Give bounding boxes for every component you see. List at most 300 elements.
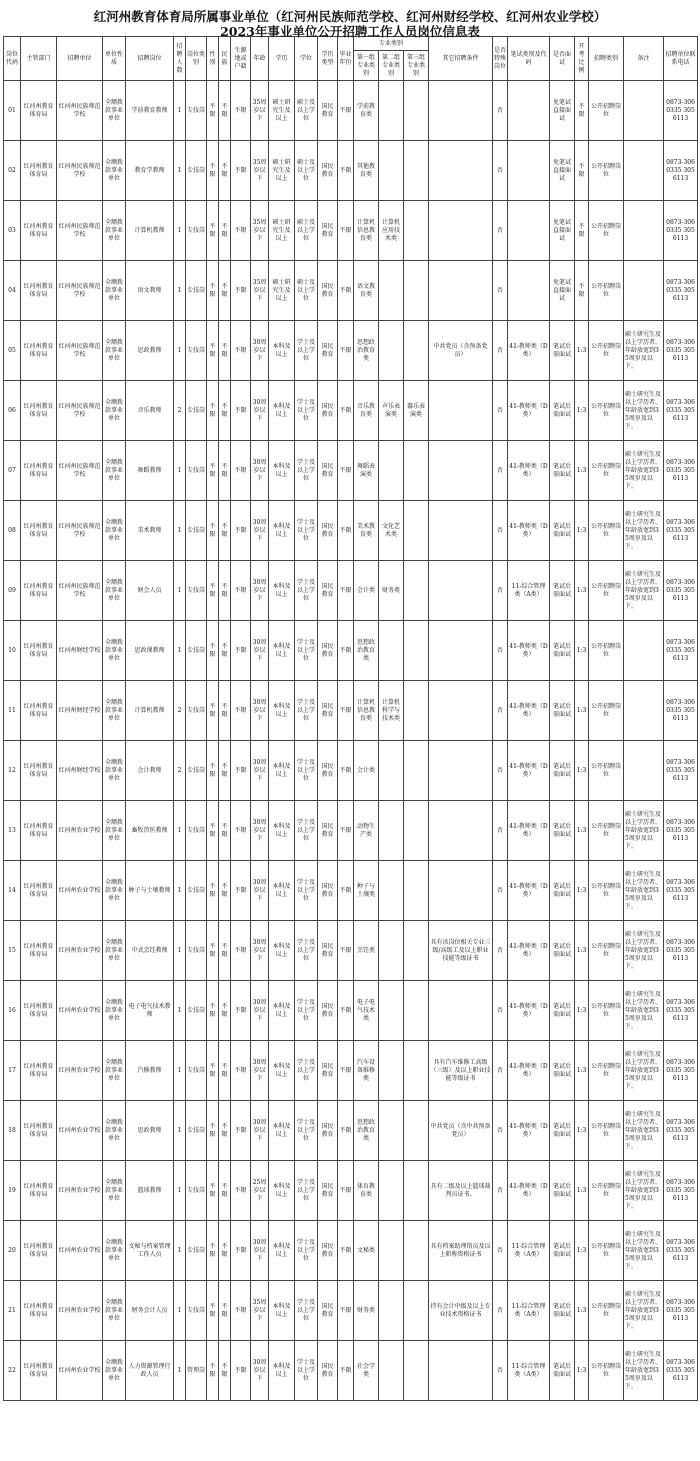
cell-post: 会计教师 xyxy=(126,741,174,801)
cell-edu-type: 国民教育 xyxy=(318,1281,338,1341)
header-special: 是否特殊岗位 xyxy=(493,37,508,81)
cell-origin: 不限 xyxy=(231,261,251,321)
cell-edu-type: 国民教育 xyxy=(318,81,338,141)
cell-other xyxy=(429,261,493,321)
cell-grad-year: 不限 xyxy=(338,501,354,561)
cell-degree: 学士及以上学位 xyxy=(295,1041,318,1101)
cell-dept: 红河州教育体育局 xyxy=(21,681,57,741)
header-unit: 招聘单位 xyxy=(57,37,103,81)
cell-dept: 红河州教育体育局 xyxy=(21,201,57,261)
cell-ratio: 不限 xyxy=(575,261,589,321)
cell-age: 30周岁以下 xyxy=(251,561,269,621)
cell-count: 1 xyxy=(174,801,186,861)
cell-interview: 免笔试直接面试 xyxy=(550,141,575,201)
cell-remark: 硕士研究生及以上学历者，年龄放宽到35周岁及以下。 xyxy=(624,561,664,621)
cell-edu-type: 国民教育 xyxy=(318,1101,338,1161)
cell-interview: 笔试后需面试 xyxy=(550,381,575,441)
cell-post: 教育学教师 xyxy=(126,141,174,201)
cell-grad-year: 不限 xyxy=(338,561,354,621)
cell-ethnic: 不限 xyxy=(219,561,231,621)
cell-code: 05 xyxy=(4,321,21,381)
cell-major2 xyxy=(379,141,404,201)
cell-nature: 全额拨款事业单位 xyxy=(103,261,126,321)
cell-unit: 红河州财经学校 xyxy=(57,741,103,801)
cell-remark: 硕士研究生及以上学历者，年龄放宽到35周岁及以下。 xyxy=(624,1101,664,1161)
cell-origin: 不限 xyxy=(231,1101,251,1161)
cell-remark: 硕士研究生及以上学历者，年龄放宽到35周岁及以下。 xyxy=(624,381,664,441)
cell-unit: 红河州民族师范学校 xyxy=(57,81,103,141)
cell-major3 xyxy=(404,1221,429,1281)
cell-remark xyxy=(624,201,664,261)
cell-contact: 0873-3060335 3056113 xyxy=(664,141,698,201)
cell-code: 11 xyxy=(4,681,21,741)
table-row xyxy=(4,621,698,681)
table-row xyxy=(4,1221,698,1281)
cell-interview: 笔试后需面试 xyxy=(550,621,575,681)
cell-special: 否 xyxy=(493,141,508,201)
table-row xyxy=(4,81,698,141)
cell-count: 1 xyxy=(174,1041,186,1101)
cell-education: 本科及以上 xyxy=(269,801,295,861)
cell-unit: 红河州农业学校 xyxy=(57,1101,103,1161)
cell-remark: 硕士研究生及以上学历者，年龄放宽到35周岁及以下。 xyxy=(624,441,664,501)
cell-interview: 笔试后需面试 xyxy=(550,681,575,741)
cell-unit: 红河州民族师范学校 xyxy=(57,141,103,201)
cell-code: 21 xyxy=(4,1281,21,1341)
cell-special: 否 xyxy=(493,741,508,801)
cell-remark: 硕士研究生及以上学历者，年龄放宽到35周岁及以下。 xyxy=(624,921,664,981)
cell-interview: 笔试后需面试 xyxy=(550,861,575,921)
cell-grad-year: 不限 xyxy=(338,1101,354,1161)
cell-count: 1 xyxy=(174,1281,186,1341)
cell-major1: 会计类 xyxy=(354,741,379,801)
table-row xyxy=(4,261,698,321)
cell-education: 本科及以上 xyxy=(269,501,295,561)
cell-interview: 笔试后需面试 xyxy=(550,1041,575,1101)
cell-interview: 笔试后需面试 xyxy=(550,1161,575,1221)
cell-recruit-type: 公开招聘岗位 xyxy=(589,1281,624,1341)
cell-special: 否 xyxy=(493,921,508,981)
cell-origin: 不限 xyxy=(231,1341,251,1401)
cell-major1: 汽车设备维修类 xyxy=(354,1041,379,1101)
cell-interview: 免笔试直接面试 xyxy=(550,201,575,261)
cell-nature: 全额拨款事业单位 xyxy=(103,801,126,861)
table-row xyxy=(4,861,698,921)
cell-gender: 不限 xyxy=(207,261,219,321)
cell-code: 03 xyxy=(4,201,21,261)
cell-edu-type: 国民教育 xyxy=(318,621,338,681)
cell-edu-type: 国民教育 xyxy=(318,1341,338,1401)
cell-nature: 全额拨款事业单位 xyxy=(103,1041,126,1101)
cell-ratio: 1:3 xyxy=(575,381,589,441)
cell-code: 02 xyxy=(4,141,21,201)
cell-ethnic: 不限 xyxy=(219,1281,231,1341)
cell-category: 专技岗 xyxy=(186,741,207,801)
cell-major3 xyxy=(404,861,429,921)
header-recruit-type: 招聘类别 xyxy=(589,37,624,81)
table-row xyxy=(4,561,698,621)
cell-edu-type: 国民教育 xyxy=(318,861,338,921)
cell-education: 硕士研究生及以上 xyxy=(269,201,295,261)
cell-exam-code: 41-教师类（D类） xyxy=(508,441,550,501)
cell-nature: 全额拨款事业单位 xyxy=(103,141,126,201)
cell-other xyxy=(429,681,493,741)
cell-code: 04 xyxy=(4,261,21,321)
cell-major3 xyxy=(404,81,429,141)
cell-special: 否 xyxy=(493,381,508,441)
table-header xyxy=(4,37,698,81)
table-body xyxy=(4,81,698,1401)
cell-category: 专技岗 xyxy=(186,81,207,141)
cell-edu-type: 国民教育 xyxy=(318,1041,338,1101)
cell-interview: 笔试后需面试 xyxy=(550,561,575,621)
cell-degree: 硕士及以上学位 xyxy=(295,81,318,141)
cell-unit: 红河州民族师范学校 xyxy=(57,381,103,441)
cell-ratio: 1:3 xyxy=(575,681,589,741)
cell-education: 本科及以上 xyxy=(269,381,295,441)
cell-education: 本科及以上 xyxy=(269,921,295,981)
cell-interview: 笔试后需面试 xyxy=(550,921,575,981)
cell-unit: 红河州农业学校 xyxy=(57,801,103,861)
title-line-2: 2023年事业单位公开招聘工作人员岗位信息表 xyxy=(220,24,480,39)
header-count: 招聘人数 xyxy=(174,37,186,81)
cell-unit: 红河州农业学校 xyxy=(57,1281,103,1341)
cell-edu-type: 国民教育 xyxy=(318,681,338,741)
cell-dept: 红河州教育体育局 xyxy=(21,321,57,381)
cell-remark xyxy=(624,681,664,741)
cell-nature: 全额拨款事业单位 xyxy=(103,1281,126,1341)
cell-remark: 硕士研究生及以上学历者，年龄放宽到35周岁及以下。 xyxy=(624,801,664,861)
cell-special: 否 xyxy=(493,261,508,321)
cell-origin: 不限 xyxy=(231,1161,251,1221)
cell-major3 xyxy=(404,441,429,501)
cell-dept: 红河州教育体育局 xyxy=(21,1101,57,1161)
cell-education: 本科及以上 xyxy=(269,981,295,1041)
cell-contact: 0873-3060335 3056113 xyxy=(664,1101,698,1161)
cell-major1: 动物生产类 xyxy=(354,801,379,861)
cell-education: 本科及以上 xyxy=(269,1221,295,1281)
cell-exam-code: 41-教师类（D类） xyxy=(508,501,550,561)
cell-count: 1 xyxy=(174,1161,186,1221)
cell-age: 30周岁以下 xyxy=(251,1041,269,1101)
cell-major3 xyxy=(404,1041,429,1101)
cell-origin: 不限 xyxy=(231,861,251,921)
cell-other xyxy=(429,201,493,261)
cell-origin: 不限 xyxy=(231,681,251,741)
cell-recruit-type: 公开招聘岗位 xyxy=(589,81,624,141)
cell-age: 30周岁以下 xyxy=(251,741,269,801)
cell-degree: 硕士及以上学位 xyxy=(295,141,318,201)
cell-ethnic: 不限 xyxy=(219,981,231,1041)
cell-unit: 红河州农业学校 xyxy=(57,861,103,921)
cell-major3 xyxy=(404,981,429,1041)
cell-major2 xyxy=(379,861,404,921)
cell-ethnic: 不限 xyxy=(219,921,231,981)
cell-unit: 红河州民族师范学校 xyxy=(57,441,103,501)
cell-exam-code: 41-教师类（D类） xyxy=(508,381,550,441)
cell-degree: 硕士及以上学位 xyxy=(295,261,318,321)
cell-interview: 笔试后需面试 xyxy=(550,801,575,861)
cell-remark: 硕士研究生及以上学历者，年龄放宽到35周岁及以下。 xyxy=(624,1221,664,1281)
cell-other xyxy=(429,441,493,501)
cell-grad-year: 不限 xyxy=(338,861,354,921)
cell-post: 思政课教师 xyxy=(126,621,174,681)
cell-major1: 舞蹈表演类 xyxy=(354,441,379,501)
cell-contact: 0873-3060335 3056113 xyxy=(664,321,698,381)
cell-contact: 0873-3060335 3056113 xyxy=(664,861,698,921)
cell-other xyxy=(429,861,493,921)
cell-major1: 学前教育类 xyxy=(354,81,379,141)
cell-other xyxy=(429,81,493,141)
cell-contact: 0873-3060335 3056113 xyxy=(664,381,698,441)
cell-major2 xyxy=(379,261,404,321)
cell-exam-code: 41-教师类（D类） xyxy=(508,321,550,381)
cell-recruit-type: 公开招聘岗位 xyxy=(589,321,624,381)
cell-recruit-type: 公开招聘岗位 xyxy=(589,981,624,1041)
header-degree: 学位 xyxy=(295,37,318,81)
cell-grad-year: 不限 xyxy=(338,741,354,801)
cell-post: 畜牧兽医教师 xyxy=(126,801,174,861)
cell-post: 语文教师 xyxy=(126,261,174,321)
header-age: 年龄 xyxy=(251,37,269,81)
cell-age: 30周岁以下 xyxy=(251,681,269,741)
cell-recruit-type: 公开招聘岗位 xyxy=(589,801,624,861)
cell-count: 1 xyxy=(174,141,186,201)
cell-exam-code: 41-教师类（D类） xyxy=(508,921,550,981)
cell-other xyxy=(429,141,493,201)
cell-code: 09 xyxy=(4,561,21,621)
cell-gender: 不限 xyxy=(207,861,219,921)
cell-nature: 全额拨款事业单位 xyxy=(103,441,126,501)
cell-recruit-type: 公开招聘岗位 xyxy=(589,921,624,981)
cell-exam-code: 41-教师类（D类） xyxy=(508,1161,550,1221)
cell-other xyxy=(429,981,493,1041)
cell-origin: 不限 xyxy=(231,981,251,1041)
cell-gender: 不限 xyxy=(207,441,219,501)
cell-education: 硕士研究生及以上 xyxy=(269,141,295,201)
table-row xyxy=(4,741,698,801)
cell-education: 本科及以上 xyxy=(269,1161,295,1221)
cell-major1: 其他教育类 xyxy=(354,141,379,201)
cell-exam-code xyxy=(508,261,550,321)
cell-degree: 学士及以上学位 xyxy=(295,1101,318,1161)
cell-recruit-type: 公开招聘岗位 xyxy=(589,441,624,501)
table-row xyxy=(4,1041,698,1101)
cell-major1: 种子与土壤类 xyxy=(354,861,379,921)
header-gender: 性别 xyxy=(207,37,219,81)
cell-other: 具有汽车维修工高级（三级）及以上职业技能等级证书 xyxy=(429,1041,493,1101)
cell-special: 否 xyxy=(493,801,508,861)
cell-category: 专技岗 xyxy=(186,141,207,201)
table-row xyxy=(4,141,698,201)
cell-unit: 红河州财经学校 xyxy=(57,621,103,681)
cell-contact: 0873-3060335 3056113 xyxy=(664,621,698,681)
cell-age: 35周岁以下 xyxy=(251,1281,269,1341)
cell-exam-code: 41-教师类（D类） xyxy=(508,621,550,681)
cell-category: 专技岗 xyxy=(186,441,207,501)
table-row xyxy=(4,1281,698,1341)
cell-origin: 不限 xyxy=(231,1221,251,1281)
cell-nature: 全额拨款事业单位 xyxy=(103,321,126,381)
cell-major2 xyxy=(379,1041,404,1101)
cell-other xyxy=(429,381,493,441)
cell-dept: 红河州教育体育局 xyxy=(21,81,57,141)
cell-special: 否 xyxy=(493,561,508,621)
cell-gender: 不限 xyxy=(207,141,219,201)
cell-grad-year: 不限 xyxy=(338,981,354,1041)
cell-interview: 笔试后需面试 xyxy=(550,1101,575,1161)
cell-major3 xyxy=(404,621,429,681)
cell-nature: 全额拨款事业单位 xyxy=(103,1161,126,1221)
cell-recruit-type: 公开招聘岗位 xyxy=(589,1041,624,1101)
title-line-1: 红河州教育体育局所属事业单位（红河州民族师范学校、红河州财经学校、红河州农业学校） xyxy=(93,9,607,24)
cell-major1: 体育教育类 xyxy=(354,1161,379,1221)
cell-degree: 学士及以上学位 xyxy=(295,981,318,1041)
cell-major2 xyxy=(379,321,404,381)
cell-grad-year: 不限 xyxy=(338,381,354,441)
cell-nature: 全额拨款事业单位 xyxy=(103,681,126,741)
cell-major2: 声乐表演类 xyxy=(379,381,404,441)
cell-contact: 0873-3060335 3056113 xyxy=(664,81,698,141)
cell-recruit-type: 公开招聘岗位 xyxy=(589,861,624,921)
cell-grad-year: 不限 xyxy=(338,1341,354,1401)
cell-gender: 不限 xyxy=(207,1161,219,1221)
cell-code: 14 xyxy=(4,861,21,921)
header-major3: 第三组专业类别 xyxy=(404,51,429,81)
cell-edu-type: 国民教育 xyxy=(318,1221,338,1281)
cell-unit: 红河州民族师范学校 xyxy=(57,561,103,621)
cell-gender: 不限 xyxy=(207,681,219,741)
cell-edu-type: 国民教育 xyxy=(318,381,338,441)
cell-remark xyxy=(624,81,664,141)
cell-edu-type: 国民教育 xyxy=(318,201,338,261)
cell-code: 06 xyxy=(4,381,21,441)
cell-age: 30周岁以下 xyxy=(251,861,269,921)
cell-post: 计算机教师 xyxy=(126,201,174,261)
cell-ethnic: 不限 xyxy=(219,801,231,861)
cell-unit: 红河州农业学校 xyxy=(57,1041,103,1101)
cell-recruit-type: 公开招聘岗位 xyxy=(589,381,624,441)
cell-grad-year: 不限 xyxy=(338,81,354,141)
header-edu-type: 学历类型 xyxy=(318,37,338,81)
header-major1: 第一组专业类别 xyxy=(354,51,379,81)
cell-special: 否 xyxy=(493,1221,508,1281)
cell-gender: 不限 xyxy=(207,921,219,981)
cell-major1: 烹饪类 xyxy=(354,921,379,981)
cell-origin: 不限 xyxy=(231,381,251,441)
header-interview: 是否面试 xyxy=(550,37,575,81)
cell-major2 xyxy=(379,801,404,861)
cell-major3 xyxy=(404,1281,429,1341)
cell-dept: 红河州教育体育局 xyxy=(21,1281,57,1341)
cell-major2 xyxy=(379,1221,404,1281)
cell-contact: 0873-3060335 3056113 xyxy=(664,981,698,1041)
cell-ethnic: 不限 xyxy=(219,1341,231,1401)
cell-major1: 财务类 xyxy=(354,1281,379,1341)
cell-edu-type: 国民教育 xyxy=(318,981,338,1041)
cell-nature: 全额拨款事业单位 xyxy=(103,741,126,801)
cell-recruit-type: 公开招聘岗位 xyxy=(589,741,624,801)
cell-education: 本科及以上 xyxy=(269,1341,295,1401)
cell-special: 否 xyxy=(493,501,508,561)
cell-contact: 0873-3060335 3056113 xyxy=(664,1041,698,1101)
cell-interview: 笔试后需面试 xyxy=(550,441,575,501)
cell-category: 专技岗 xyxy=(186,261,207,321)
cell-major2 xyxy=(379,1161,404,1221)
cell-category: 专技岗 xyxy=(186,501,207,561)
cell-recruit-type: 公开招聘岗位 xyxy=(589,1221,624,1281)
cell-major1: 计算机信息教育类 xyxy=(354,201,379,261)
cell-major3 xyxy=(404,321,429,381)
cell-gender: 不限 xyxy=(207,81,219,141)
cell-exam-code: 11-综合管理类（A类） xyxy=(508,1341,550,1401)
cell-dept: 红河州教育体育局 xyxy=(21,1161,57,1221)
cell-major2 xyxy=(379,921,404,981)
cell-count: 1 xyxy=(174,561,186,621)
cell-special: 否 xyxy=(493,1341,508,1401)
cell-grad-year: 不限 xyxy=(338,441,354,501)
cell-grad-year: 不限 xyxy=(338,921,354,981)
cell-nature: 全额拨款事业单位 xyxy=(103,381,126,441)
cell-unit: 红河州民族师范学校 xyxy=(57,321,103,381)
cell-interview: 免笔试直接面试 xyxy=(550,81,575,141)
cell-contact: 0873-3060335 3056113 xyxy=(664,741,698,801)
cell-age: 30周岁以下 xyxy=(251,1221,269,1281)
cell-exam-code: 11-综合管理类（A类） xyxy=(508,1221,550,1281)
cell-other: 中共党员（含中共预备党员） xyxy=(429,1101,493,1161)
cell-post: 计算机教师 xyxy=(126,681,174,741)
table-row xyxy=(4,981,698,1041)
cell-post: 电子电气技术教师 xyxy=(126,981,174,1041)
cell-contact: 0873-3060335 3056113 xyxy=(664,921,698,981)
cell-major1: 美术教育类 xyxy=(354,501,379,561)
cell-count: 1 xyxy=(174,501,186,561)
cell-exam-code: 11-综合管理类（A类） xyxy=(508,561,550,621)
cell-education: 硕士研究生及以上 xyxy=(269,81,295,141)
cell-degree: 学士及以上学位 xyxy=(295,561,318,621)
cell-dept: 红河州教育体育局 xyxy=(21,1341,57,1401)
cell-major3 xyxy=(404,201,429,261)
cell-nature: 全额拨款事业单位 xyxy=(103,501,126,561)
cell-special: 否 xyxy=(493,321,508,381)
cell-count: 1 xyxy=(174,201,186,261)
cell-special: 否 xyxy=(493,861,508,921)
cell-category: 专技岗 xyxy=(186,1101,207,1161)
cell-post: 人力资源管理行政人员 xyxy=(126,1341,174,1401)
cell-special: 否 xyxy=(493,981,508,1041)
table-row xyxy=(4,201,698,261)
cell-education: 本科及以上 xyxy=(269,681,295,741)
cell-count: 1 xyxy=(174,81,186,141)
cell-contact: 0873-3060335 3056113 xyxy=(664,201,698,261)
cell-category: 专技岗 xyxy=(186,1161,207,1221)
cell-grad-year: 不限 xyxy=(338,261,354,321)
cell-code: 19 xyxy=(4,1161,21,1221)
cell-ratio: 1:3 xyxy=(575,621,589,681)
cell-post: 学前教育教师 xyxy=(126,81,174,141)
cell-dept: 红河州教育体育局 xyxy=(21,381,57,441)
cell-nature: 全额拨款事业单位 xyxy=(103,921,126,981)
cell-exam-code: 41-教师类（D类） xyxy=(508,1101,550,1161)
cell-ethnic: 不限 xyxy=(219,1101,231,1161)
cell-gender: 不限 xyxy=(207,1101,219,1161)
cell-gender: 不限 xyxy=(207,621,219,681)
cell-grad-year: 不限 xyxy=(338,801,354,861)
cell-nature: 全额拨款事业单位 xyxy=(103,1101,126,1161)
cell-exam-code: 41-教师类（D类） xyxy=(508,861,550,921)
cell-gender: 不限 xyxy=(207,381,219,441)
cell-special: 否 xyxy=(493,1101,508,1161)
